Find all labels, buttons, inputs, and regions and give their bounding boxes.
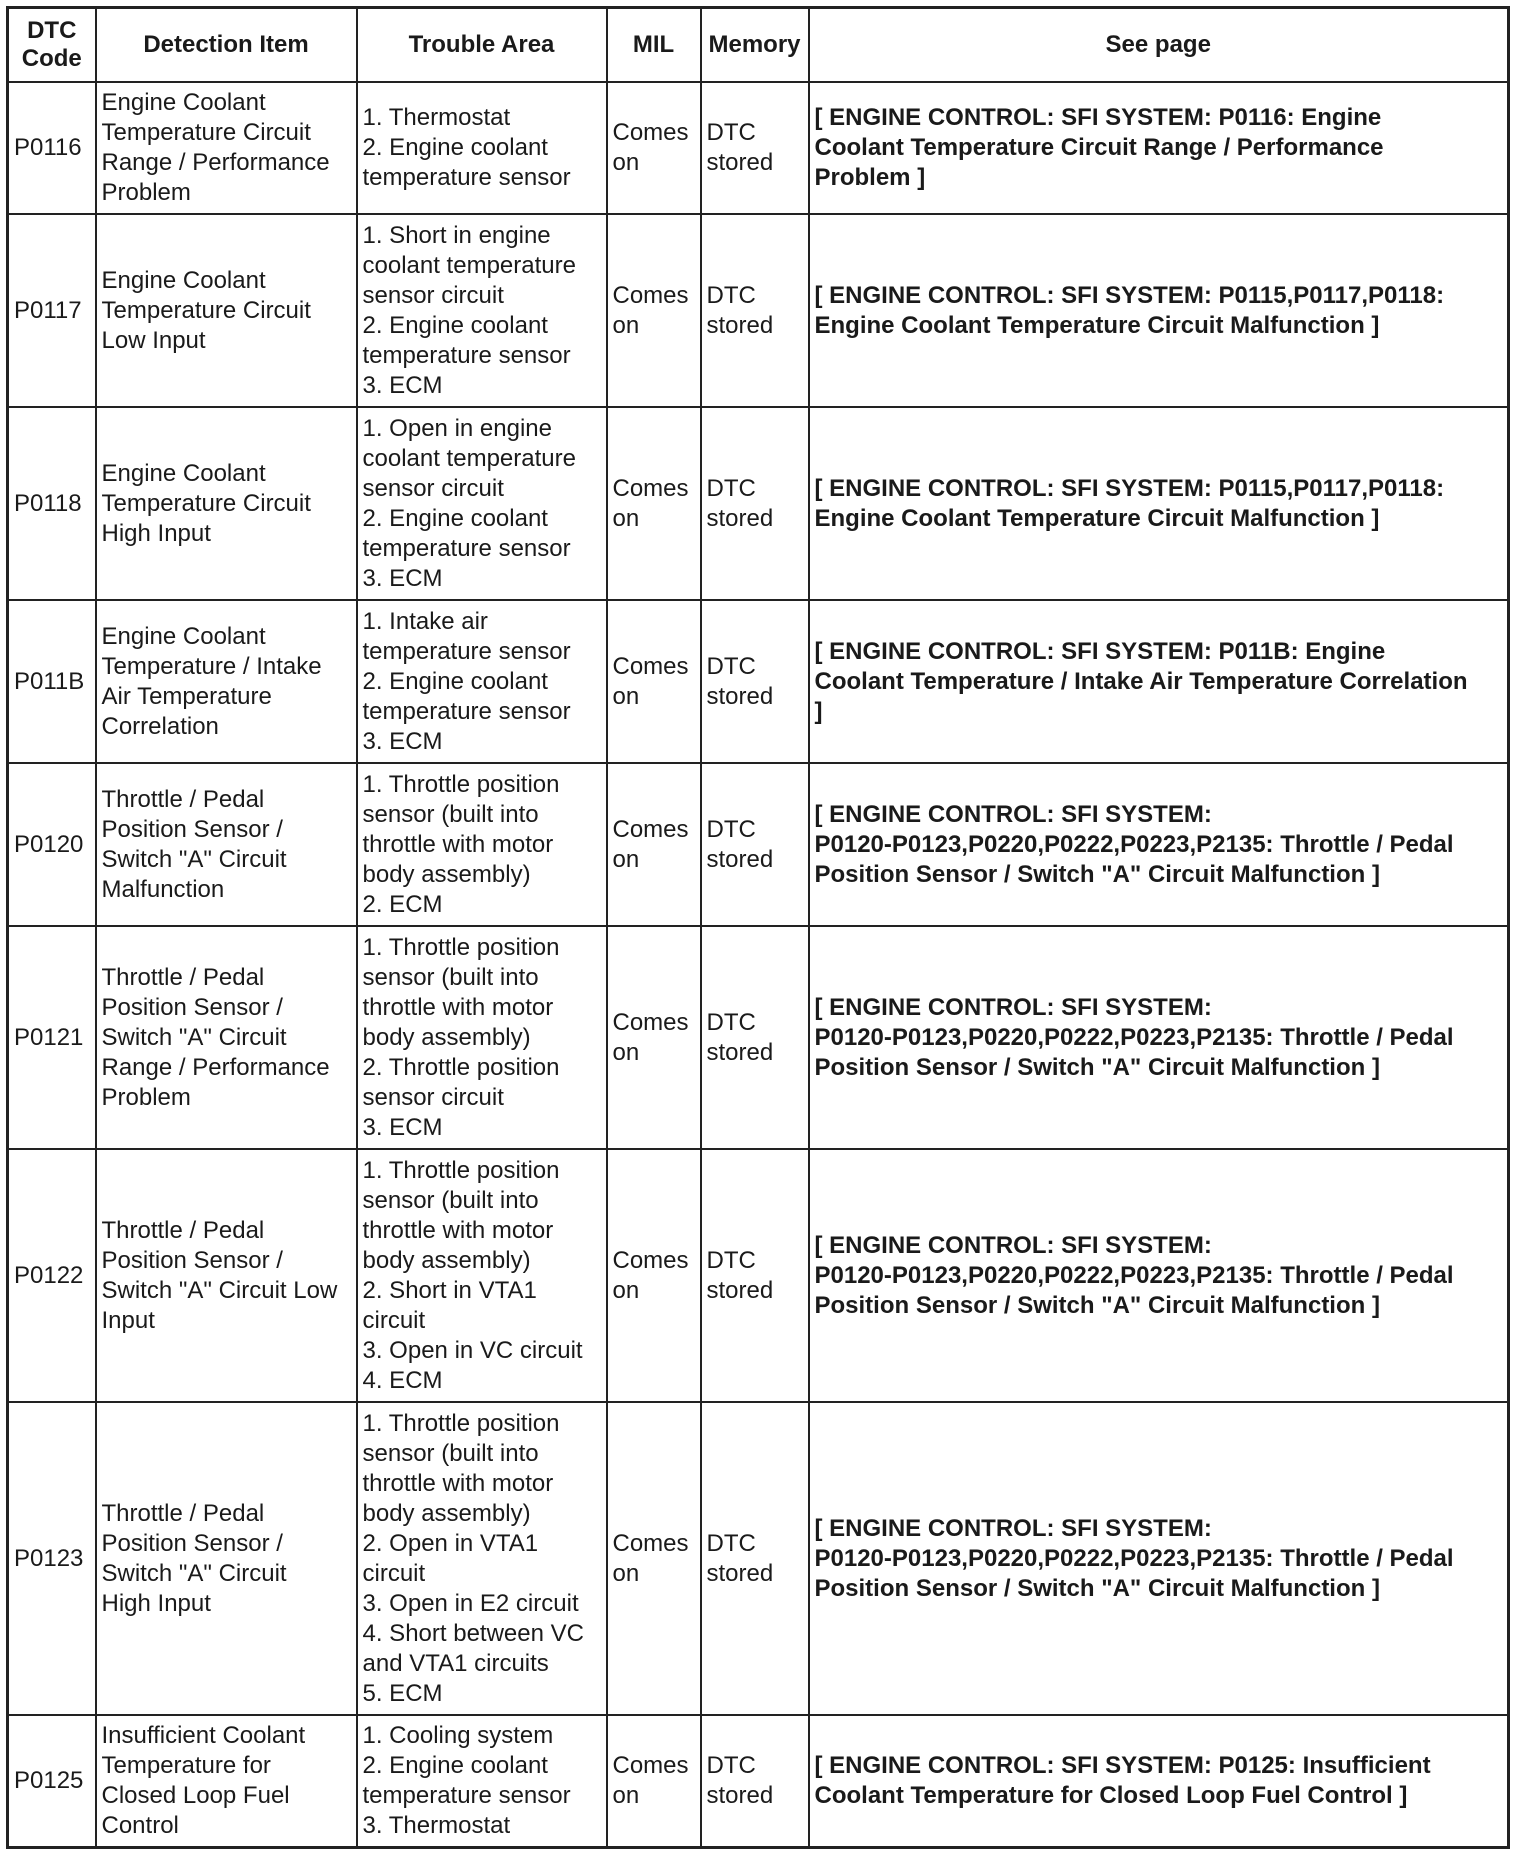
detection-item-line: Position Sensor /	[101, 1246, 283, 1274]
trouble-area-line: 1. Cooling system	[362, 1721, 554, 1749]
table-row	[8, 82, 1509, 214]
trouble-area-line: 4. ECM	[362, 1366, 443, 1394]
memory-line: stored	[706, 1781, 774, 1809]
header-trouble-area: Trouble Area	[357, 8, 607, 83]
trouble-area-line: temperature sensor	[362, 637, 571, 665]
dtc-code-cell: P0123	[8, 1402, 96, 1715]
memory-line: DTC	[706, 119, 756, 146]
trouble-area-line: coolant temperature	[362, 444, 576, 472]
see-page-line: [ ENGINE CONTROL: SFI SYSTEM: P0115,P0117,P0118:	[814, 281, 1445, 309]
trouble-area-line: 4. Short between VC	[362, 1619, 584, 1647]
see-page-line: [ ENGINE CONTROL: SFI SYSTEM: P011B: Engine	[814, 637, 1386, 665]
memory-cell	[701, 1402, 809, 1715]
dtc-code-cell: P011B	[8, 600, 96, 763]
memory-line: stored	[706, 845, 774, 873]
see-page-line: Engine Coolant Temperature Circuit Malfunction ]	[814, 311, 1380, 339]
memory-cell	[701, 214, 809, 407]
mil-cell	[607, 1149, 701, 1402]
trouble-area-line: sensor (built into	[362, 800, 539, 828]
trouble-area-cell	[357, 407, 607, 600]
header-see-page: See page	[809, 8, 1509, 83]
table-row	[8, 1715, 1509, 1847]
header-memory: Memory	[701, 8, 809, 83]
trouble-area-line: 2. Engine coolant	[362, 134, 548, 161]
trouble-area-cell	[357, 600, 607, 763]
see-page-line: Position Sensor / Switch "A" Circuit Malfunction ]	[814, 1053, 1380, 1081]
mil-line: on	[612, 682, 640, 710]
detection-item-line: Throttle / Pedal	[101, 1216, 265, 1244]
detection-item-line: Problem	[101, 179, 191, 206]
trouble-area-cell	[357, 926, 607, 1149]
memory-line: DTC	[706, 652, 756, 680]
mil-cell	[607, 600, 701, 763]
detection-item-line: Engine Coolant	[101, 89, 266, 116]
detection-item-line: High Input	[101, 1589, 211, 1617]
memory-line: stored	[706, 149, 774, 176]
see-page-line: P0120-P0123,P0220,P0222,P0223,P2135: Throttle / Pedal	[814, 1544, 1454, 1572]
trouble-area-line: 5. ECM	[362, 1679, 443, 1707]
memory-cell	[701, 1149, 809, 1402]
detection-item-line: Switch "A" Circuit	[101, 1559, 287, 1587]
see-page-line: [ ENGINE CONTROL: SFI SYSTEM: P0116: Engine	[814, 104, 1382, 131]
memory-cell	[701, 600, 809, 763]
mil-cell	[607, 407, 701, 600]
see-page-line: P0120-P0123,P0220,P0222,P0223,P2135: Throttle / Pedal	[814, 830, 1454, 858]
mil-line: Comes	[612, 815, 689, 843]
see-page-cell[interactable]	[809, 600, 1509, 763]
table-header	[8, 8, 1509, 83]
mil-cell	[607, 82, 701, 214]
dtc-code-cell: P0118	[8, 407, 96, 600]
mil-line: on	[612, 311, 640, 339]
mil-cell	[607, 1402, 701, 1715]
detection-item-line: Position Sensor /	[101, 993, 283, 1021]
trouble-area-line: temperature sensor	[362, 341, 571, 369]
trouble-area-line: throttle with motor	[362, 830, 554, 858]
mil-line: on	[612, 504, 640, 532]
mil-line: Comes	[612, 119, 689, 146]
see-page-line: Engine Coolant Temperature Circuit Malfunction ]	[814, 504, 1380, 532]
trouble-area-line: 2. Engine coolant	[362, 311, 548, 339]
mil-line: on	[612, 1781, 640, 1809]
see-page-line: [ ENGINE CONTROL: SFI SYSTEM: P0125: Insufficient	[814, 1751, 1431, 1779]
detection-item-line: Correlation	[101, 712, 219, 740]
trouble-area-line: throttle with motor	[362, 1216, 554, 1244]
trouble-area-line: circuit	[362, 1306, 426, 1334]
see-page-cell[interactable]	[809, 1402, 1509, 1715]
trouble-area-line: 1. Short in engine	[362, 221, 551, 249]
trouble-area-line: 1. Open in engine	[362, 414, 552, 442]
trouble-area-cell	[357, 82, 607, 214]
see-page-line: Position Sensor / Switch "A" Circuit Malfunction ]	[814, 1291, 1380, 1319]
trouble-area-line: sensor (built into	[362, 1439, 539, 1467]
trouble-area-line: 2. Short in VTA1	[362, 1276, 537, 1304]
table-row	[8, 926, 1509, 1149]
detection-item-line: Switch "A" Circuit	[101, 845, 287, 873]
trouble-area-line: 3. Open in VC circuit	[362, 1336, 583, 1364]
memory-cell	[701, 407, 809, 600]
memory-line: DTC	[706, 1751, 756, 1779]
trouble-area-line: body assembly)	[362, 860, 531, 888]
trouble-area-line: 3. Thermostat	[362, 1811, 511, 1839]
dtc-code-cell: P0122	[8, 1149, 96, 1402]
mil-line: Comes	[612, 281, 689, 309]
table-row	[8, 1149, 1509, 1402]
see-page-cell[interactable]	[809, 763, 1509, 926]
trouble-area-line: sensor (built into	[362, 1186, 539, 1214]
detection-item-line: Switch "A" Circuit	[101, 1023, 287, 1051]
trouble-area-line: and VTA1 circuits	[362, 1649, 549, 1677]
table-row	[8, 1402, 1509, 1715]
see-page-line: Position Sensor / Switch "A" Circuit Malfunction ]	[814, 1574, 1380, 1602]
detection-item-cell	[96, 214, 357, 407]
detection-item-line: High Input	[101, 519, 211, 547]
memory-cell	[701, 1715, 809, 1847]
trouble-area-line: 2. Engine coolant	[362, 504, 548, 532]
trouble-area-line: 2. Engine coolant	[362, 667, 548, 695]
detection-item-line: Problem	[101, 1083, 191, 1111]
see-page-line: ]	[814, 697, 823, 725]
trouble-area-line: 1. Throttle position	[362, 933, 560, 961]
memory-line: stored	[706, 1276, 774, 1304]
table-row	[8, 214, 1509, 407]
trouble-area-line: 2. ECM	[362, 890, 443, 918]
see-page-cell[interactable]	[809, 82, 1509, 214]
detection-item-line: Temperature Circuit	[101, 489, 311, 517]
trouble-area-cell	[357, 1149, 607, 1402]
trouble-area-cell	[357, 214, 607, 407]
trouble-area-line: temperature sensor	[362, 164, 571, 191]
detection-item-line: Temperature Circuit	[101, 296, 311, 324]
detection-item-cell	[96, 82, 357, 214]
dtc-code-cell: P0116	[8, 82, 96, 214]
trouble-area-line: temperature sensor	[362, 697, 571, 725]
header-row	[8, 8, 1509, 83]
see-page-line: P0120-P0123,P0220,P0222,P0223,P2135: Throttle / Pedal	[814, 1261, 1454, 1289]
see-page-line: [ ENGINE CONTROL: SFI SYSTEM:	[814, 800, 1212, 828]
see-page-line: Coolant Temperature Circuit Range / Performance	[814, 134, 1384, 161]
see-page-cell[interactable]	[809, 1715, 1509, 1847]
trouble-area-line: sensor circuit	[362, 474, 504, 502]
memory-cell	[701, 82, 809, 214]
trouble-area-cell	[357, 1715, 607, 1847]
mil-line: on	[612, 149, 640, 176]
see-page-cell[interactable]	[809, 926, 1509, 1149]
dtc-code-cell: P0121	[8, 926, 96, 1149]
memory-line: stored	[706, 682, 774, 710]
detection-item-line: Engine Coolant	[101, 459, 266, 487]
mil-cell	[607, 1715, 701, 1847]
trouble-area-line: 1. Thermostat	[362, 104, 511, 131]
detection-item-line: Temperature Circuit	[101, 119, 311, 146]
detection-item-line: Air Temperature	[101, 682, 272, 710]
detection-item-cell	[96, 1715, 357, 1847]
trouble-area-line: throttle with motor	[362, 993, 554, 1021]
trouble-area-cell	[357, 763, 607, 926]
detection-item-line: Malfunction	[101, 875, 225, 903]
memory-line: DTC	[706, 815, 756, 843]
trouble-area-line: 1. Intake air	[362, 607, 488, 635]
table-row	[8, 600, 1509, 763]
memory-line: DTC	[706, 1529, 756, 1557]
dtc-code-cell: P0125	[8, 1715, 96, 1847]
trouble-area-line: 3. ECM	[362, 371, 443, 399]
trouble-area-line: 3. ECM	[362, 1113, 443, 1141]
detection-item-line: Switch "A" Circuit Low	[101, 1276, 338, 1304]
trouble-area-line: circuit	[362, 1559, 426, 1587]
see-page-line: Coolant Temperature / Intake Air Temperature Correlation	[814, 667, 1468, 695]
dtc-table-wrapper	[6, 6, 1510, 1849]
memory-cell	[701, 763, 809, 926]
detection-item-cell	[96, 763, 357, 926]
mil-line: Comes	[612, 474, 689, 502]
memory-line: stored	[706, 1559, 774, 1587]
mil-cell	[607, 763, 701, 926]
table-row	[8, 407, 1509, 600]
mil-line: Comes	[612, 1529, 689, 1557]
trouble-area-line: body assembly)	[362, 1499, 531, 1527]
trouble-area-line: 2. Throttle position	[362, 1053, 560, 1081]
trouble-area-line: body assembly)	[362, 1246, 531, 1274]
detection-item-line: Low Input	[101, 326, 206, 354]
trouble-area-cell	[357, 1402, 607, 1715]
trouble-area-line: temperature sensor	[362, 534, 571, 562]
memory-line: DTC	[706, 1008, 756, 1036]
memory-line: DTC	[706, 281, 756, 309]
trouble-area-line: 3. ECM	[362, 564, 443, 592]
trouble-area-line: temperature sensor	[362, 1781, 571, 1809]
trouble-area-line: sensor circuit	[362, 1083, 504, 1111]
detection-item-line: Engine Coolant	[101, 622, 266, 650]
see-page-cell[interactable]	[809, 214, 1509, 407]
trouble-area-line: 1. Throttle position	[362, 1156, 560, 1184]
detection-item-line: Engine Coolant	[101, 266, 266, 294]
memory-line: DTC	[706, 1246, 756, 1274]
detection-item-line: Position Sensor /	[101, 1529, 283, 1557]
dtc-table	[6, 6, 1510, 1849]
memory-line: stored	[706, 1038, 774, 1066]
memory-cell	[701, 926, 809, 1149]
trouble-area-line: 3. ECM	[362, 727, 443, 755]
header-dtc-code: DTC Code	[8, 8, 96, 83]
header-detection-item: Detection Item	[96, 8, 357, 83]
mil-line: on	[612, 845, 640, 873]
detection-item-line: Range / Performance	[101, 149, 330, 176]
memory-line: DTC	[706, 474, 756, 502]
dtc-code-cell: P0120	[8, 763, 96, 926]
header-mil: MIL	[607, 8, 701, 83]
see-page-line: Problem ]	[814, 164, 926, 191]
trouble-area-line: 2. Open in VTA1	[362, 1529, 539, 1557]
table-body	[8, 82, 1509, 1847]
trouble-area-line: sensor circuit	[362, 281, 504, 309]
detection-item-line: Control	[101, 1811, 179, 1839]
see-page-line: [ ENGINE CONTROL: SFI SYSTEM:	[814, 993, 1212, 1021]
detection-item-line: Throttle / Pedal	[101, 963, 265, 991]
detection-item-cell	[96, 1402, 357, 1715]
detection-item-cell	[96, 600, 357, 763]
mil-line: on	[612, 1559, 640, 1587]
trouble-area-line: body assembly)	[362, 1023, 531, 1051]
mil-line: Comes	[612, 1246, 689, 1274]
see-page-line: Position Sensor / Switch "A" Circuit Malfunction ]	[814, 860, 1380, 888]
detection-item-cell	[96, 407, 357, 600]
mil-line: on	[612, 1038, 640, 1066]
detection-item-line: Temperature for	[101, 1751, 271, 1779]
see-page-line: [ ENGINE CONTROL: SFI SYSTEM: P0115,P0117,P0118:	[814, 474, 1445, 502]
detection-item-line: Insufficient Coolant	[101, 1721, 306, 1749]
detection-item-cell	[96, 926, 357, 1149]
detection-item-line: Closed Loop Fuel	[101, 1781, 290, 1809]
detection-item-line: Temperature / Intake	[101, 652, 322, 680]
mil-line: Comes	[612, 652, 689, 680]
mil-cell	[607, 926, 701, 1149]
trouble-area-line: 1. Throttle position	[362, 1409, 560, 1437]
dtc-code-cell: P0117	[8, 214, 96, 407]
detection-item-line: Range / Performance	[101, 1053, 330, 1081]
see-page-cell[interactable]	[809, 407, 1509, 600]
memory-line: stored	[706, 311, 774, 339]
detection-item-line: Position Sensor /	[101, 815, 283, 843]
see-page-line: P0120-P0123,P0220,P0222,P0223,P2135: Throttle / Pedal	[814, 1023, 1454, 1051]
trouble-area-line: 3. Open in E2 circuit	[362, 1589, 579, 1617]
see-page-line: [ ENGINE CONTROL: SFI SYSTEM:	[814, 1231, 1212, 1259]
mil-cell	[607, 214, 701, 407]
see-page-line: [ ENGINE CONTROL: SFI SYSTEM:	[814, 1514, 1212, 1542]
detection-item-cell	[96, 1149, 357, 1402]
trouble-area-line: 2. Engine coolant	[362, 1751, 548, 1779]
mil-line: Comes	[612, 1008, 689, 1036]
detection-item-line: Throttle / Pedal	[101, 785, 265, 813]
mil-line: on	[612, 1276, 640, 1304]
table-row	[8, 763, 1509, 926]
see-page-line: Coolant Temperature for Closed Loop Fuel Control ]	[814, 1781, 1408, 1809]
detection-item-line: Throttle / Pedal	[101, 1499, 265, 1527]
trouble-area-line: throttle with motor	[362, 1469, 554, 1497]
see-page-cell[interactable]	[809, 1149, 1509, 1402]
trouble-area-line: 1. Throttle position	[362, 770, 560, 798]
detection-item-line: Input	[101, 1306, 155, 1334]
memory-line: stored	[706, 504, 774, 532]
mil-line: Comes	[612, 1751, 689, 1779]
trouble-area-line: coolant temperature	[362, 251, 576, 279]
trouble-area-line: sensor (built into	[362, 963, 539, 991]
